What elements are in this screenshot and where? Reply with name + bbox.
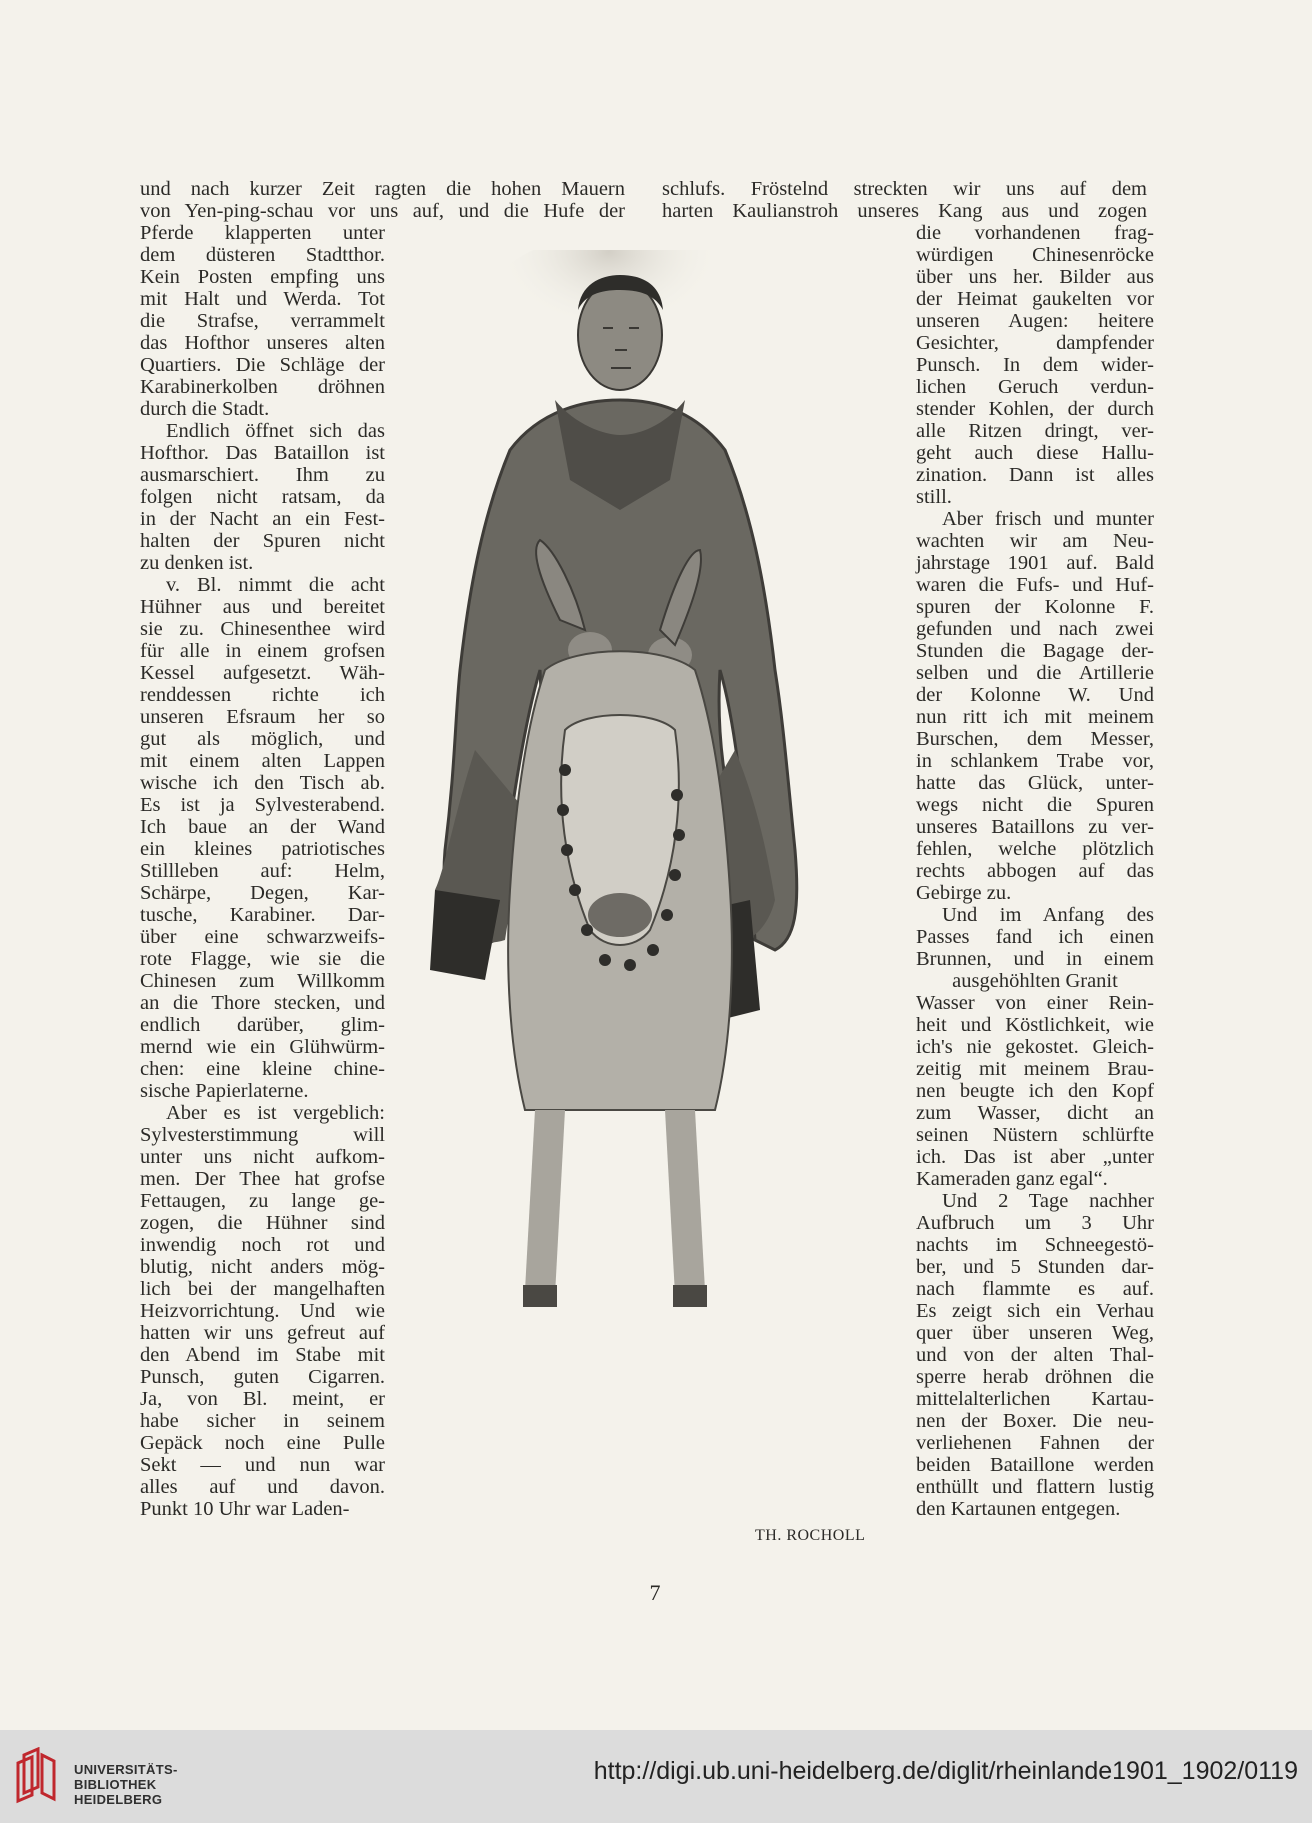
text-line: nen der Boxer. Die neu-: [916, 1410, 1154, 1432]
text-line: an die Thore stecken, und: [140, 992, 385, 1014]
text-line: wachten wir am Neu-: [916, 530, 1154, 552]
text-line: über uns her. Bilder aus: [916, 266, 1154, 288]
text-line: ich. Das ist aber „unter: [916, 1146, 1154, 1168]
text-line: alle Ritzen dringt, ver-: [916, 420, 1154, 442]
text-line: mernd wie ein Glühwürm-: [140, 1036, 385, 1058]
text-line: Burschen, dem Messer,: [916, 728, 1154, 750]
text-line: heit und Köstlichkeit, wie: [916, 1014, 1154, 1036]
text-line: dem düsteren Stadtthor.: [140, 244, 385, 266]
text-line: Aber frisch und munter: [942, 508, 1154, 530]
text-line: beiden Bataillone werden: [916, 1454, 1154, 1476]
library-name-line-3: HEIDELBERG: [74, 1792, 163, 1807]
text-line: zogen, die Hühner sind: [140, 1212, 385, 1234]
text-line: hatte das Glück, unter-: [916, 772, 1154, 794]
text-line: mittelalterlichen Kartau-: [916, 1388, 1154, 1410]
text-line: folgen nicht ratsam, da: [140, 486, 385, 508]
text-line: halten der Spuren nicht: [140, 530, 385, 552]
text-line: Punsch, guten Cigarren.: [140, 1366, 385, 1388]
text-line: Hofthor. Das Bataillon ist: [140, 442, 385, 464]
text-line: ich's nie gekostet. Gleich-: [916, 1036, 1154, 1058]
text-line: mit einem alten Lappen: [140, 750, 385, 772]
text-line: Heizvorrichtung. Und wie: [140, 1300, 385, 1322]
text-line: Ja, von Bl. meint, er: [140, 1388, 385, 1410]
text-line: Ich baue an der Wand: [140, 816, 385, 838]
text-line: unseren Efsraum her so: [140, 706, 385, 728]
text-line: über eine schwarzweifs-: [140, 926, 385, 948]
text-line: Brunnen, und in einem: [916, 948, 1154, 970]
text-line: nach flammte es auf.: [916, 1278, 1154, 1300]
text-line: renddessen richte ich: [140, 684, 385, 706]
text-line: inwendig noch rot und: [140, 1234, 385, 1256]
text-line: das Hofthor unseres alten: [140, 332, 385, 354]
text-line: v. Bl. nimmt die acht: [166, 574, 385, 596]
text-line: hatten wir uns gefreut auf: [140, 1322, 385, 1344]
text-line: und von der alten Thal-: [916, 1344, 1154, 1366]
text-line: ein kleines patriotisches: [140, 838, 385, 860]
donkey-hoof-left: [523, 1285, 557, 1307]
text-line: chen: eine kleine chine-: [140, 1058, 385, 1080]
text-line: unter uns nicht aufkom-: [140, 1146, 385, 1168]
text-line: ber, und 5 Stunden dar-: [916, 1256, 1154, 1278]
text-line: Punkt 10 Uhr war Laden-: [140, 1498, 350, 1520]
text-line: waren die Fufs- und Huf-: [916, 574, 1154, 596]
text-line: Schärpe, Degen, Kar-: [140, 882, 385, 904]
text-line: Hühner aus und bereitet: [140, 596, 385, 618]
text-line: zeitig mit meinem Brau-: [916, 1058, 1154, 1080]
text-line: Wasser von einer Rein-: [916, 992, 1154, 1014]
text-line: habe sicher in seinem: [140, 1410, 385, 1432]
text-line: harten Kaulianstroh unseres Kang aus und zogen: [662, 200, 1147, 222]
illustration-rider-on-donkey: [415, 250, 905, 1560]
text-line: wische ich den Tisch ab.: [140, 772, 385, 794]
source-url-link[interactable]: http://digi.ub.uni-heidelberg.de/diglit/rheinlande1901_1902/0119: [593, 1757, 1298, 1785]
text-line: verliehenen Fahnen der: [916, 1432, 1154, 1454]
text-line: Es zeigt sich ein Verhau: [916, 1300, 1154, 1322]
text-line: spuren der Kolonne F.: [916, 596, 1154, 618]
library-name-line-1: UNIVERSITÄTS-: [74, 1762, 178, 1777]
donkey-leg-front-left: [525, 1110, 565, 1295]
text-line: Es ist ja Sylvesterabend.: [140, 794, 385, 816]
text-line: Gebirge zu.: [916, 882, 1012, 904]
text-line: in schlankem Trabe vor,: [916, 750, 1154, 772]
text-line: Stunden die Bagage der-: [916, 640, 1154, 662]
text-line: wegs nicht die Spuren: [916, 794, 1154, 816]
text-line: die vorhandenen frag-: [916, 222, 1154, 244]
text-line: sie zu. Chinesenthee wird: [140, 618, 385, 640]
page-number: 7: [649, 1580, 661, 1605]
text-line: Gepäck noch eine Pulle: [140, 1432, 385, 1454]
text-line: lich bei der mangelhaften: [140, 1278, 385, 1300]
text-line: Sekt — und nun war: [140, 1454, 385, 1476]
text-line: Aufbruch um 3 Uhr: [916, 1212, 1154, 1234]
text-line: jahrstage 1901 auf. Bald: [916, 552, 1154, 574]
text-line: nun ritt ich mit meinem: [916, 706, 1154, 728]
text-line: men. Der Thee hat grofse: [140, 1168, 385, 1190]
text-line: zination. Dann ist alles: [916, 464, 1154, 486]
text-line: mit Halt und Werda. Tot: [140, 288, 385, 310]
text-line: würdigen Chinesenröcke: [916, 244, 1154, 266]
text-line: schlufs. Fröstelnd streckten wir uns auf dem: [662, 178, 1147, 200]
text-line: sische Papierlaterne.: [140, 1080, 309, 1102]
text-line: Gesichter, dampfender: [916, 332, 1154, 354]
text-line: fehlen, welche plötzlich: [916, 838, 1154, 860]
text-line: sperre herab dröhnen die: [916, 1366, 1154, 1388]
text-line: unseren Augen: heitere: [916, 310, 1154, 332]
text-line: nen beugte ich den Kopf: [916, 1080, 1154, 1102]
text-line: still.: [916, 486, 952, 508]
text-line: die Strafse, verrammelt: [140, 310, 385, 332]
text-line: ausgehöhlten Granit: [952, 970, 1118, 992]
text-line: alles auf und davon.: [140, 1476, 385, 1498]
illustration-artist-caption: TH. ROCHOLL: [755, 1527, 866, 1544]
text-line: unseres Bataillons zu ver-: [916, 816, 1154, 838]
text-line: Karabinerkolben dröhnen: [140, 376, 385, 398]
library-name-line-2: BIBLIOTHEK: [74, 1777, 157, 1792]
text-line: von Yen-ping-schau vor uns auf, und die Hufe der: [140, 200, 625, 222]
text-line: tusche, Karabiner. Dar-: [140, 904, 385, 926]
rider-boot-left: [430, 890, 500, 980]
text-line: blutig, nicht anders mög-: [140, 1256, 385, 1278]
donkey-muzzle: [588, 893, 652, 937]
text-line: in der Nacht an ein Fest-: [140, 508, 385, 530]
text-line: stender Kohlen, der durch: [916, 398, 1154, 420]
text-line: gut als möglich, und: [140, 728, 385, 750]
text-line: der Kolonne W. Und: [916, 684, 1154, 706]
text-line: geht auch diese Hallu-: [916, 442, 1154, 464]
text-line: Kameraden ganz egal“.: [916, 1168, 1108, 1190]
text-line: für alle in einem grofsen: [140, 640, 385, 662]
text-line: Und 2 Tage nachher: [942, 1190, 1154, 1212]
text-line: Kein Posten empfing uns: [140, 266, 385, 288]
text-line: Fettaugen, zu lange ge-: [140, 1190, 385, 1212]
text-line: zum Wasser, dicht an: [916, 1102, 1154, 1124]
text-line: Stillleben auf: Helm,: [140, 860, 385, 882]
text-line: rote Flagge, wie sie die: [140, 948, 385, 970]
text-line: Aber es ist vergeblich:: [166, 1102, 385, 1124]
text-line: Quartiers. Die Schläge der: [140, 354, 385, 376]
text-line: durch die Stadt.: [140, 398, 270, 420]
text-line: Passes fand ich einen: [916, 926, 1154, 948]
text-line: Chinesen zum Willkomm: [140, 970, 385, 992]
text-line: und nach kurzer Zeit ragten die hohen Mauern: [140, 178, 625, 200]
text-line: Kessel aufgesetzt. Wäh-: [140, 662, 385, 684]
text-line: seinen Nüstern schlürfte: [916, 1124, 1154, 1146]
text-line: nachts im Schneegestö-: [916, 1234, 1154, 1256]
text-line: lichen Geruch verdun-: [916, 376, 1154, 398]
text-line: Punsch. In dem wider-: [916, 354, 1154, 376]
text-line: ausmarschiert. Ihm zu: [140, 464, 385, 486]
text-line: quer über unseren Weg,: [916, 1322, 1154, 1344]
text-line: enthüllt und flattern lustig: [916, 1476, 1154, 1498]
rider-head: [578, 280, 662, 390]
text-line: der Heimat gaukelten vor: [916, 288, 1154, 310]
text-line: den Kartaunen entgegen.: [916, 1498, 1121, 1520]
text-line: gefunden und nach zwei: [916, 618, 1154, 640]
text-line: selben und die Artillerie: [916, 662, 1154, 684]
text-line: endlich darüber, glim-: [140, 1014, 385, 1036]
text-line: Pferde klapperten unter: [140, 222, 385, 244]
donkey-leg-front-right: [665, 1110, 705, 1295]
text-line: Sylvesterstimmung will: [140, 1124, 385, 1146]
text-line: Endlich öffnet sich das: [166, 420, 385, 442]
text-line: rechts abbogen auf das: [916, 860, 1154, 882]
donkey-hoof-right: [673, 1285, 707, 1307]
text-line: zu denken ist.: [140, 552, 254, 574]
text-line: den Abend im Stabe mit: [140, 1344, 385, 1366]
library-logo-icon: [14, 1747, 58, 1805]
text-line: Und im Anfang des: [942, 904, 1154, 926]
